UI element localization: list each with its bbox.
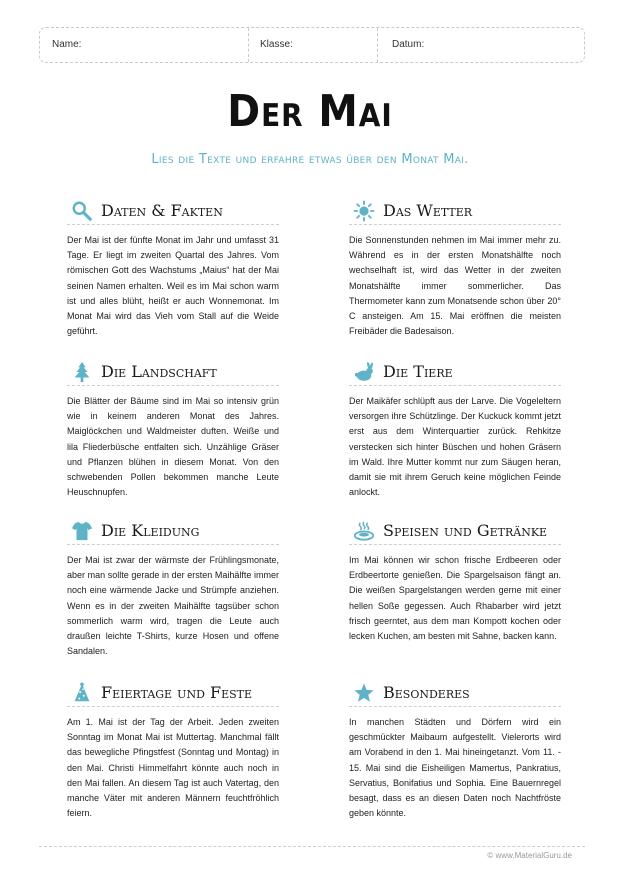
section-header: [67, 200, 279, 225]
magnifier-icon: [71, 200, 93, 222]
section-header: [67, 361, 279, 386]
section-text: Die Blätter der Bäume sind im Mai so intensiv grün wie in keinem anderen Monat des Jahres. Maiglöckchen und Waldmeister duften. Weiße und lila Fliederbüsche entfalten sich. Unzählige Gräser und Pflanzen blühen in diesem Monat. Von den schwebenden Pollen bekommen manche Leute Heuschnupfen.: [67, 396, 279, 498]
date-label: Datum:: [392, 39, 425, 50]
footer-divider: [39, 846, 585, 847]
page-subtitle: Lies die Texte und erfahre etwas über den Monat Mai.: [151, 152, 469, 167]
section-text: In manchen Städten und Dörfern wird ein geschmückter Maibaum aufgestellt. Vielerorts wird am Vorabend in den 1. Mai hineingetanzt. Vom 11. - 15. Mai sind die Eisheiligen Mamertus, Pankratius, Servatius, Bonifatius und Sophia. Eine Bauernregel besagt, dass es an diesen Daten noch Nachtfröste geben könnte.: [349, 717, 561, 819]
student-info-box: [39, 27, 585, 63]
party-hat-icon: [71, 682, 93, 704]
section-header: [349, 682, 561, 707]
section-text: Der Mai ist zwar der wärmste der Frühlingsmonate, aber man sollte gerade in der ersten Maihälfte immer noch eine wärmende Jacke und Strümpfe anziehen. Wenn es in der zweiten Maihälfte tagsüber schon sommerlich warm wird, tragen die Leute auch draußen leichte T-Shirts, kurze Hosen und offene Sandalen.: [67, 555, 279, 657]
section-title: Die Landschaft: [101, 362, 217, 381]
section-kleidung: [67, 520, 279, 659]
food-icon: [353, 520, 375, 542]
section-text: Der Maikäfer schlüpft aus der Larve. Die Vogeleltern versorgen ihre Schützlinge. Der Kuckuck kommt jetzt erst aus dem Winterquartier zurück. Rehkitze verstecken sich hinter Büschen und hohen Gräsern im Wald. Ihre Mutter kommt nur zum Säugen heran, damit sie mit ihrem Geruch keine möglichen Feinde anlockt.: [349, 396, 561, 498]
section-header: [349, 361, 561, 386]
section-text: Die Sonnenstunden nehmen im Mai immer mehr zu. Während es in der ersten Monatshälfte noch wechselhaft ist, wird das Wetter in der zweiten Monatshälfte immer sommerlicher. Das Thermometer kann zum Monatsende schon über 20° C ansteigen. Am 15. Mai eröffnen die meisten Freibäder die Badesaison.: [349, 235, 561, 337]
tshirt-icon: [71, 520, 93, 542]
section-title: Daten & Fakten: [101, 201, 223, 220]
section-title: Feiertage und Feste: [101, 683, 253, 702]
section-speisen: [349, 520, 561, 644]
section-wetter: [349, 200, 561, 339]
section-header: [67, 682, 279, 707]
section-daten-fakten: [67, 200, 279, 339]
star-icon: [353, 682, 375, 704]
rabbit-icon: [353, 361, 375, 383]
section-text: Im Mai können wir schon frische Erdbeeren oder Erdbeertorte genießen. Die Spargelsaison fängt an. Die weißen Spargelstangen werden gerne mit einer hellen Soße gegessen. Auch Rhabarber wird jetzt frisch geerntet, aus dem man Kompott kochen oder lecken Kuchen, am besten mit Sahne, backen kann.: [349, 555, 561, 642]
section-title: Das Wetter: [383, 201, 473, 220]
section-landschaft: [67, 361, 279, 500]
section-title: Besonderes: [383, 683, 470, 702]
sun-icon: [353, 200, 375, 222]
section-title: Speisen und Getränke: [383, 521, 548, 540]
section-header: [67, 520, 279, 545]
header-divider: [377, 28, 378, 62]
section-header: [349, 520, 561, 545]
section-text: Der Mai ist der fünfte Monat im Jahr und umfasst 31 Tage. Er liegt im zweiten Quartal des Jahres. Vom römischen Gott des Wachstums „Maius“ hat der Mai seinen Namen erhalten. Weil es im Mai schon warm ist und alles blüht, heißt er auch Wonnemonat. Im Monat Mai wird das Vieh vom Stall auf die Weide geführt.: [67, 235, 279, 337]
tree-icon: [71, 361, 93, 383]
footer-copyright: © www.MaterialGuru.de: [487, 851, 572, 860]
section-besonderes: [349, 682, 561, 821]
section-header: [349, 200, 561, 225]
section-tiere: [349, 361, 561, 500]
section-feiertage: [67, 682, 279, 821]
section-text: Am 1. Mai ist der Tag der Arbeit. Jeden zweiten Sonntag im Monat Mai ist Muttertag. Manchmal fällt das bewegliche Pfingstfest (Sonntag und Montag) in den Mai. Christi Himmelfahrt könnte auch noch in den Mai fallen. An diesem Tag ist auch Vatertag, den manche Väter mit anderen Männern feuchtfröhlich feiern.: [67, 717, 279, 819]
header-divider: [248, 28, 249, 62]
section-title: Die Tiere: [383, 362, 453, 381]
name-label: Name:: [52, 39, 82, 50]
class-label: Klasse:: [260, 39, 293, 50]
section-title: Die Kleidung: [101, 521, 200, 540]
page-title: Der Mai: [227, 86, 393, 137]
